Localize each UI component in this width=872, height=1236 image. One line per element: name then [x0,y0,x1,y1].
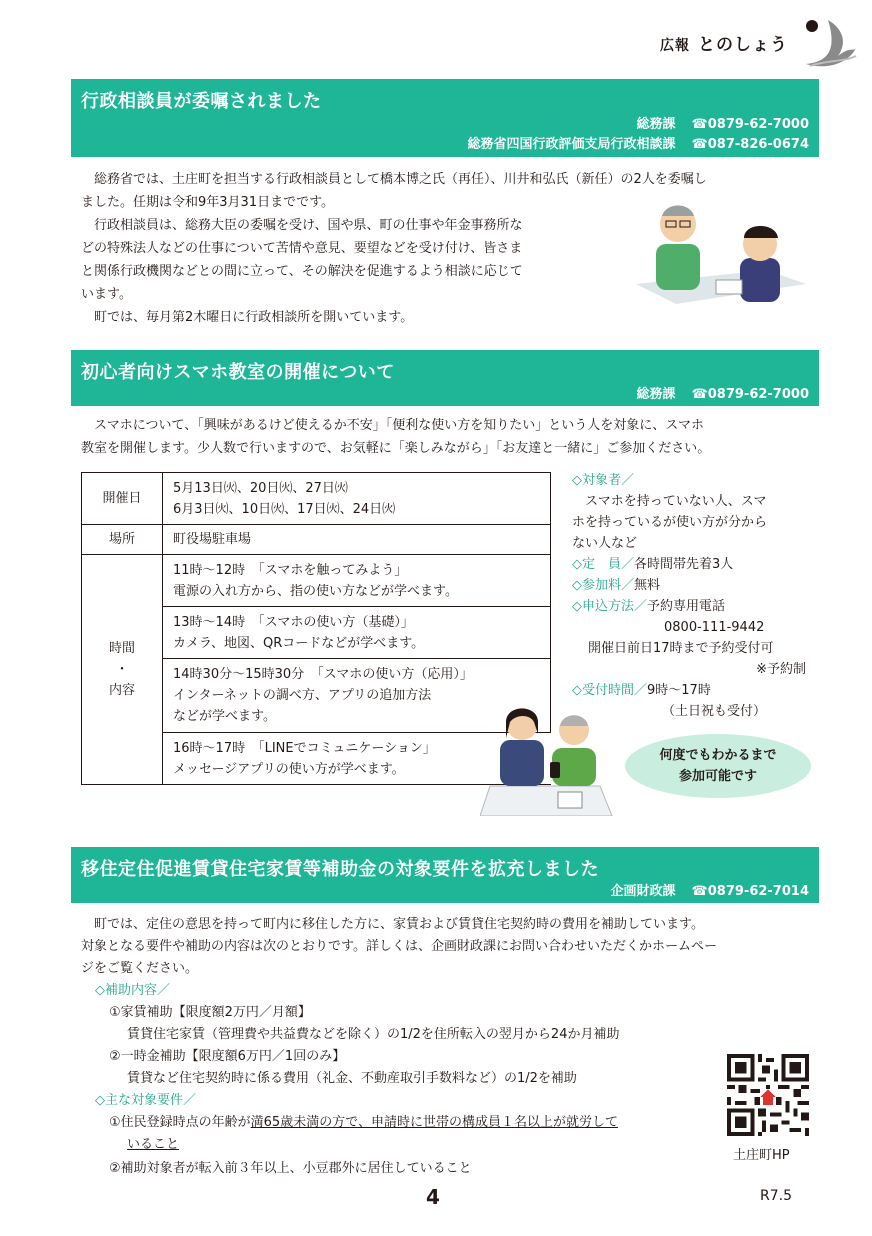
time-label: ・ [115,662,129,677]
section3-title: 移住定住促進賃貸住宅家賃等補助金の対象要件を拡充しました [81,859,599,880]
section1-contact1 [637,113,809,132]
time-label: 内容 [108,683,135,698]
req1-pre: ①住民登録時点の年齢が [109,1115,251,1130]
slot-desc: インターネットの調べ方、アプリの追加方法 [173,688,432,703]
newsletter-brand [660,30,788,55]
table-cell [82,555,163,785]
table-row [82,473,551,525]
apply-tel: 0800-111-9442 [664,620,765,635]
section3-header [71,847,819,903]
fee-value: 無料 [634,578,661,593]
section1-title: 行政相談員が委嘱されました [81,91,322,112]
slot-time: 13時～14時 「スマホの使い方（基礎）」 [173,614,414,630]
paragraph-line: 総務省では、土庄町を担当する行政相談員として橋本博之氏（再任）、川井和弘氏（新任）の2人を委嘱し [94,172,707,187]
capacity-label: ◇定 員／ [572,557,634,572]
table-cell: 場所 [82,525,163,555]
paragraph-line: 町では、定住の意思を持って町内に移住した方に、家賃および賃貸住宅契約時の費用を補助しています。 [94,917,704,932]
apply-note: ※予約制 [756,662,806,677]
section2-header [71,350,819,406]
paragraph-line: 対象となる要件や補助の内容は次のとおりです。詳しくは、企画財政課にお問い合わせいただくかホームペー [81,939,717,954]
hours-row [572,680,812,701]
section1-contact2 [468,133,809,152]
date-line: 5月13日㈫、20日㈫、27日㈫ [173,480,348,496]
consultation-illustration-icon [636,192,806,314]
req1-underlined: 満65歳未満の方で、申請時に世帯の構成員１名以上が就労して [250,1115,618,1130]
fee-row [572,575,812,596]
item2-title: ②一時金補助【限度額6万円／1回のみ】 [109,1049,346,1064]
section2-intro [81,414,816,460]
apply-row [572,596,812,617]
hours-value: 9時～17時 [647,683,711,698]
table-cell: 開催日 [82,473,163,525]
contact-tel: ☎0879-62-7000 [691,117,809,132]
paragraph-line: と関係行政機関などとの間に立って、その解決を促進するよう相談に応じて [81,264,523,279]
table-row [82,555,551,607]
slot-desc: などが学べます。 [173,709,276,724]
table-cell [163,555,551,607]
target-text: ホを持っているが使い方が分から [572,515,768,530]
item2-desc: 賃貸など住宅契約時に係る費用（礼金、不動産取引手数料など）の1/2を補助 [127,1071,577,1086]
slot-time: 14時30分～15時30分 「スマホの使い方（応用）」 [173,667,473,682]
class-details [572,470,812,722]
requirement-2: ②補助対象者が転入前３年以上、小豆郡外に居住していること [109,1161,472,1176]
brand-small: 広報 [660,38,690,54]
capacity-value: 各時間帯先着3人 [634,557,734,572]
paragraph-line: 町では、毎月第2木曜日に行政相談所を開いています。 [94,310,414,325]
support-label: ◇補助内容／ [95,983,170,998]
slot-time: 11時～12時 「スマホを触ってみよう」 [173,562,408,578]
table-cell [163,607,551,659]
qr-code-icon[interactable] [727,1054,809,1136]
contact-name: 企画財政課 [610,884,676,899]
item1-desc: 賃貸住宅家賃（管理費や共益費などを除く）の1/2を住所転入の翌月から24か月補助 [127,1027,620,1042]
table-cell [163,473,551,525]
paragraph-line: ジをご覧ください。 [81,961,199,976]
section2-title: 初心者向けスマホ教室の開催について [81,362,395,383]
target-text: ない人など [572,536,638,551]
hours-label: ◇受付時間／ [572,683,647,698]
section1-body2 [81,214,626,329]
apply-label: ◇申込方法／ [572,599,647,614]
page-number: 4 [426,1185,440,1209]
contact-name: 総務省四国行政評価支局行政相談課 [467,137,676,152]
hours-note: （土日祝も受付） [662,704,767,719]
qr-caption: 土庄町HP [733,1148,790,1163]
bubble-line: 参加可能です [678,769,757,784]
item1-title: ①家賃補助【限度額2万円／月額】 [109,1005,311,1020]
slot-time: 16時～17時 「LINEでコミュニケーション」 [173,740,436,756]
town-logo-icon [798,12,858,72]
section3-body [81,914,821,1180]
slot-desc: 電源の入れ方から、指の使い方などが学べます。 [173,583,458,599]
apply-value: 予約専用電話 [647,599,726,614]
paragraph-line: どの特殊法人などの仕事について苦情や意見、要望などを受け付け、皆さま [81,241,523,256]
fee-label: ◇参加料／ [572,578,634,593]
section2-contact [637,383,809,402]
contact-name: 総務課 [636,387,676,402]
paragraph-line: 教室を開催します。少人数で行いますので、お気軽に「楽しみながら」「お友達と一緒に」ご参加ください。 [81,441,711,456]
target-text: スマホを持っていない人、スマ [585,494,767,509]
brand-name: とのしょう [698,35,788,55]
contact-tel: ☎087-826-0674 [691,137,809,152]
date-line: 6月3日㈫、10日㈫、17日㈫、24日㈫ [173,501,396,517]
contact-name: 総務課 [636,117,676,132]
slot-desc: カメラ、地図、QRコードなどが学べます。 [173,635,425,651]
apply-deadline: 開催日前日17時まで予約受付可 [588,641,774,656]
table-cell: 町役場駐車場 [163,525,551,555]
contact-tel: ☎0879-62-7014 [691,884,809,899]
slot-desc: メッセージアプリの使い方が学べます。 [173,761,405,777]
encouragement-bubble [625,734,811,798]
paragraph-line: ました。任期は令和9年3月31日までです。 [81,195,335,210]
req1-underlined-cont: いること [127,1137,180,1152]
time-label: 時間 [108,641,135,656]
table-row [82,525,551,555]
capacity-row [572,554,812,575]
bubble-line: 何度でもわかるまで [659,748,777,763]
target-label: ◇対象者／ [572,473,634,488]
paragraph-line: スマホについて、「興味があるけど使えるか不安」「便利な使い方を知りたい」という人を対象に、スマホ [94,418,704,433]
contact-tel: ☎0879-62-7000 [691,387,809,402]
requirements-label: ◇主な対象要件／ [95,1093,196,1108]
issue-label: R7.5 [760,1188,792,1204]
smartphone-class-illustration-icon [480,704,620,816]
paragraph-line: 行政相談員は、総務大臣の委嘱を受け、国や県、町の仕事や年金事務所な [94,218,523,233]
section3-contact [611,880,809,899]
section1-header [71,79,819,157]
paragraph-line: います。 [81,287,132,302]
requirement-1 [81,1112,821,1134]
